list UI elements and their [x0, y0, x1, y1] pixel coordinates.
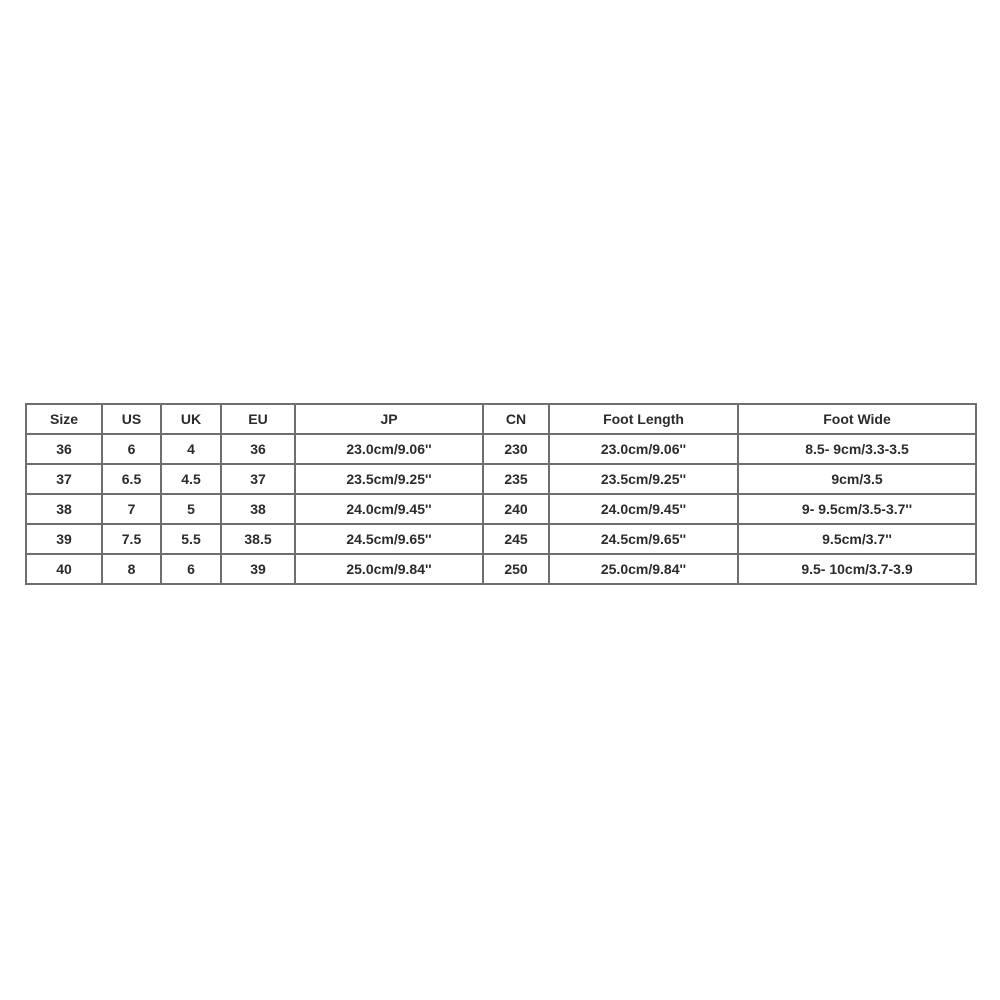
cell-foot-length: 23.5cm/9.25'': [549, 464, 738, 494]
table-row: [26, 464, 976, 494]
cell-size: 39: [26, 524, 102, 554]
cell-size: 36: [26, 434, 102, 464]
cell-foot-length: 25.0cm/9.84'': [549, 554, 738, 584]
size-chart-container: [25, 403, 975, 585]
header-cn: CN: [483, 404, 549, 434]
header-jp: JP: [295, 404, 483, 434]
cell-uk: 4: [161, 434, 221, 464]
cell-eu: 38: [221, 494, 295, 524]
cell-jp: 25.0cm/9.84'': [295, 554, 483, 584]
cell-cn: 240: [483, 494, 549, 524]
cell-eu: 39: [221, 554, 295, 584]
cell-cn: 245: [483, 524, 549, 554]
cell-cn: 250: [483, 554, 549, 584]
table-row: [26, 434, 976, 464]
header-size: Size: [26, 404, 102, 434]
cell-us: 7.5: [102, 524, 161, 554]
cell-us: 6: [102, 434, 161, 464]
cell-foot-wide: 8.5- 9cm/3.3-3.5: [738, 434, 976, 464]
cell-jp: 23.5cm/9.25'': [295, 464, 483, 494]
cell-jp: 23.0cm/9.06'': [295, 434, 483, 464]
cell-cn: 235: [483, 464, 549, 494]
header-us: US: [102, 404, 161, 434]
cell-size: 40: [26, 554, 102, 584]
cell-jp: 24.0cm/9.45'': [295, 494, 483, 524]
table-row: [26, 554, 976, 584]
cell-uk: 6: [161, 554, 221, 584]
header-foot-length: Foot Length: [549, 404, 738, 434]
size-chart-table: [25, 403, 977, 585]
cell-foot-wide: 9.5cm/3.7'': [738, 524, 976, 554]
cell-foot-length: 24.5cm/9.65'': [549, 524, 738, 554]
cell-foot-length: 24.0cm/9.45'': [549, 494, 738, 524]
cell-foot-wide: 9.5- 10cm/3.7-3.9: [738, 554, 976, 584]
cell-uk: 4.5: [161, 464, 221, 494]
cell-us: 7: [102, 494, 161, 524]
table-row: [26, 524, 976, 554]
cell-eu: 37: [221, 464, 295, 494]
table-row: [26, 494, 976, 524]
cell-uk: 5.5: [161, 524, 221, 554]
cell-foot-length: 23.0cm/9.06'': [549, 434, 738, 464]
header-eu: EU: [221, 404, 295, 434]
cell-uk: 5: [161, 494, 221, 524]
cell-cn: 230: [483, 434, 549, 464]
cell-size: 38: [26, 494, 102, 524]
header-uk: UK: [161, 404, 221, 434]
cell-us: 6.5: [102, 464, 161, 494]
cell-us: 8: [102, 554, 161, 584]
cell-foot-wide: 9- 9.5cm/3.5-3.7'': [738, 494, 976, 524]
header-foot-wide: Foot Wide: [738, 404, 976, 434]
cell-jp: 24.5cm/9.65'': [295, 524, 483, 554]
cell-eu: 38.5: [221, 524, 295, 554]
cell-size: 37: [26, 464, 102, 494]
cell-eu: 36: [221, 434, 295, 464]
header-row: [26, 404, 976, 434]
cell-foot-wide: 9cm/3.5: [738, 464, 976, 494]
